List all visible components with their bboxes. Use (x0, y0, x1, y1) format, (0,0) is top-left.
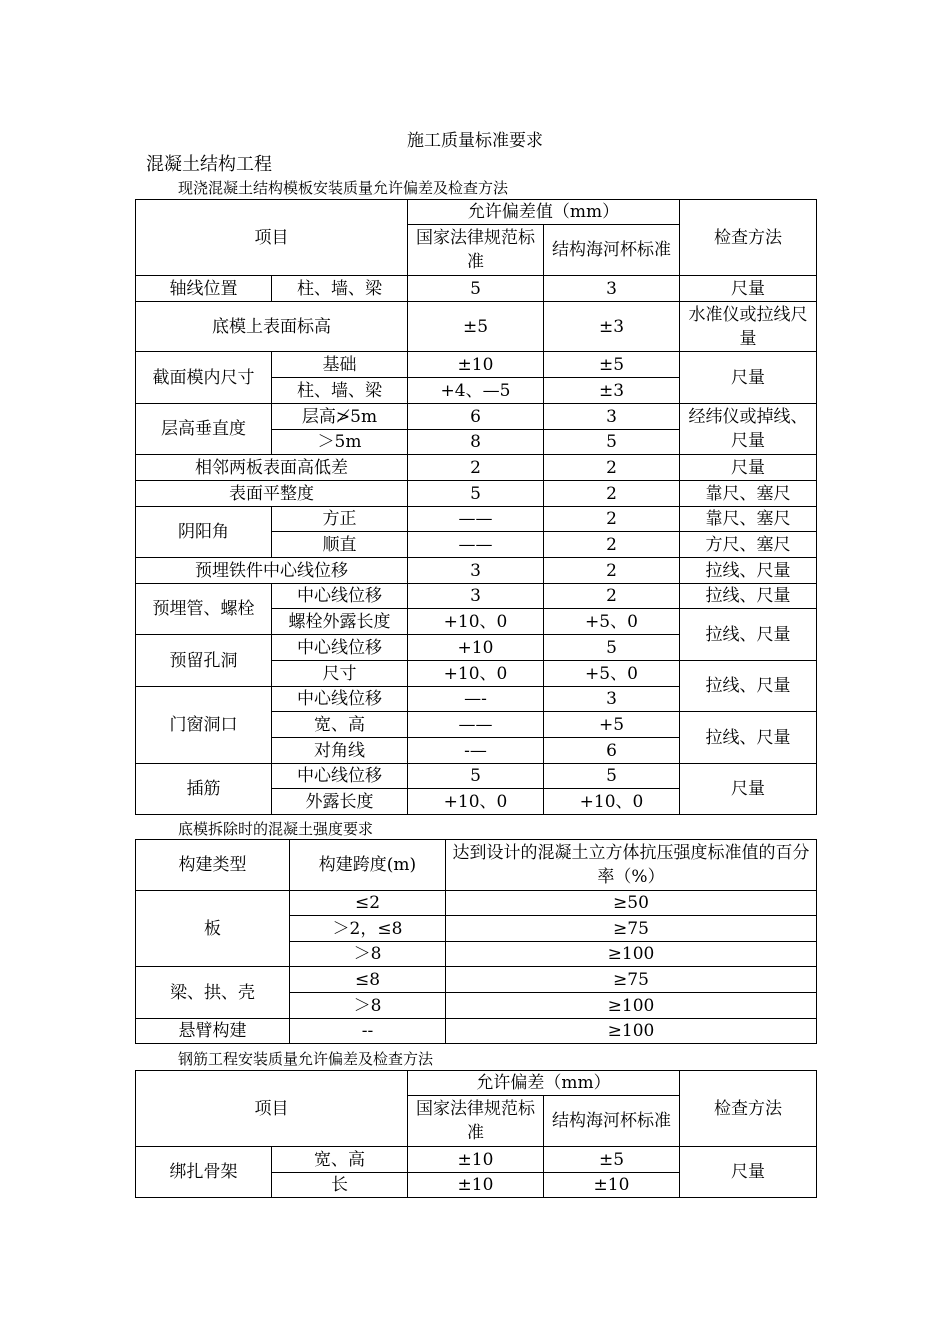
row-label: 相邻两板表面高低差 (136, 455, 408, 481)
row-label: 截面模内尺寸 (136, 352, 272, 404)
check-method: 拉线、尺量 (680, 712, 817, 764)
strength-percent: ≥100 (446, 993, 817, 1019)
table2-caption: 底模拆除时的混凝土强度要求 (178, 820, 374, 838)
member-type: 梁、拱、壳 (136, 967, 290, 1019)
header-haihe-standard: 结构海河杯标准 (544, 1096, 680, 1147)
page-title: 施工质量标准要求 (407, 131, 543, 151)
check-method: 尺量 (680, 352, 817, 404)
value-national: +10、0 (408, 609, 544, 635)
row-sublabel: 长 (272, 1173, 408, 1198)
check-method: 尺量 (680, 1147, 817, 1198)
check-method: 拉线、尺量 (680, 609, 817, 661)
strength-percent: ≥75 (446, 967, 817, 993)
value-national: +10、0 (408, 789, 544, 815)
row-sublabel: 尺寸 (272, 661, 408, 687)
header-tolerance: 允许偏差值（mm） (408, 200, 680, 225)
value-national: ±10 (408, 1147, 544, 1173)
span-value: ＞8 (290, 942, 446, 967)
header-method: 检查方法 (680, 1071, 817, 1147)
value-haihe: 5 (544, 764, 680, 789)
value-haihe: 2 (544, 481, 680, 507)
row-sublabel: 柱、墙、梁 (272, 378, 408, 404)
header-item: 项目 (136, 1071, 408, 1147)
strength-percent: ≥100 (446, 942, 817, 967)
header-national-standard: 国家法律规范标准 (408, 1096, 544, 1147)
check-method: 靠尺、塞尺 (680, 507, 817, 532)
value-national: ±10 (408, 352, 544, 378)
row-label: 预留孔洞 (136, 635, 272, 687)
value-national: —— (408, 532, 544, 558)
row-sublabel: 中心线位移 (272, 635, 408, 661)
value-national: —— (408, 507, 544, 532)
value-national: +10 (408, 635, 544, 661)
row-label: 预埋管、螺栓 (136, 584, 272, 635)
row-sublabel: 对角线 (272, 738, 408, 764)
value-haihe: 5 (544, 430, 680, 455)
value-national: 6 (408, 404, 544, 430)
value-haihe: 5 (544, 635, 680, 661)
row-label: 层高垂直度 (136, 404, 272, 455)
row-label: 门窗洞口 (136, 687, 272, 764)
value-haihe: ±5 (544, 1147, 680, 1173)
span-value: ≤2 (290, 891, 446, 916)
value-national: —— (408, 712, 544, 738)
row-sublabel: 宽、高 (272, 712, 408, 738)
row-label: 插筋 (136, 764, 272, 815)
row-sublabel: 中心线位移 (272, 687, 408, 712)
header-item: 项目 (136, 200, 408, 276)
value-national: —- (408, 687, 544, 712)
strength-percent: ≥100 (446, 1019, 817, 1044)
span-value: ≤8 (290, 967, 446, 993)
value-haihe: 6 (544, 738, 680, 764)
value-haihe: 2 (544, 558, 680, 584)
row-sublabel: ＞5m (272, 430, 408, 455)
value-haihe: ±3 (544, 302, 680, 352)
row-sublabel: 外露长度 (272, 789, 408, 815)
header-method: 检查方法 (680, 200, 817, 276)
section-heading: 混凝土结构工程 (146, 154, 272, 175)
row-sublabel: 基础 (272, 352, 408, 378)
check-method: 拉线、尺量 (680, 661, 817, 712)
value-haihe: 3 (544, 404, 680, 430)
row-sublabel: 螺栓外露长度 (272, 609, 408, 635)
header-haihe-standard: 结构海河杯标准 (544, 225, 680, 276)
strength-percent: ≥50 (446, 891, 817, 916)
formwork-removal-strength-table (135, 839, 817, 1044)
check-method: 方尺、塞尺 (680, 532, 817, 558)
check-method: 尺量 (680, 276, 817, 302)
value-national: 5 (408, 276, 544, 302)
value-haihe: ±3 (544, 378, 680, 404)
row-label: 绑扎骨架 (136, 1147, 272, 1198)
value-haihe: 2 (544, 507, 680, 532)
table3-caption: 钢筋工程安装质量允许偏差及检查方法 (178, 1050, 434, 1068)
row-sublabel: 宽、高 (272, 1147, 408, 1173)
check-method: 尺量 (680, 455, 817, 481)
value-haihe: 3 (544, 276, 680, 302)
value-national: 5 (408, 481, 544, 507)
row-sublabel: 中心线位移 (272, 584, 408, 609)
value-national: 2 (408, 455, 544, 481)
value-haihe: +5、0 (544, 661, 680, 687)
value-haihe: 3 (544, 687, 680, 712)
value-haihe: +10、0 (544, 789, 680, 815)
value-national: 5 (408, 764, 544, 789)
span-value: ＞2，≤8 (290, 916, 446, 942)
value-haihe: ±10 (544, 1173, 680, 1198)
row-label: 预埋铁件中心线位移 (136, 558, 408, 584)
span-value: -- (290, 1019, 446, 1044)
header-national-standard: 国家法律规范标准 (408, 225, 544, 276)
row-label: 底模上表面标高 (136, 302, 408, 352)
value-national: ±5 (408, 302, 544, 352)
check-method: 经纬仪或掉线、尺量 (680, 404, 817, 455)
check-method: 水准仪或拉线尺量 (680, 302, 817, 352)
member-type: 板 (136, 891, 290, 967)
span-value: ＞8 (290, 993, 446, 1019)
value-national: -— (408, 738, 544, 764)
row-label: 阴阳角 (136, 507, 272, 558)
value-haihe: 2 (544, 584, 680, 609)
value-haihe: +5、0 (544, 609, 680, 635)
check-method: 拉线、尺量 (680, 558, 817, 584)
check-method: 靠尺、塞尺 (680, 481, 817, 507)
value-national: 3 (408, 558, 544, 584)
row-label: 轴线位置 (136, 276, 272, 302)
check-method: 拉线、尺量 (680, 584, 817, 609)
rebar-tolerance-table (135, 1070, 817, 1198)
value-haihe: 2 (544, 455, 680, 481)
value-national: 8 (408, 430, 544, 455)
header-tolerance: 允许偏差（mm） (408, 1071, 680, 1096)
value-haihe: +5 (544, 712, 680, 738)
table1-caption: 现浇混凝土结构模板安装质量允许偏差及检查方法 (178, 179, 509, 197)
value-haihe: ±5 (544, 352, 680, 378)
row-sublabel: 方正 (272, 507, 408, 532)
member-type: 悬臂构建 (136, 1019, 290, 1044)
header-strength-percent: 达到设计的混凝土立方体抗压强度标准值的百分率（%） (446, 840, 817, 891)
header-span: 构建跨度(m) (290, 840, 446, 891)
value-national: 3 (408, 584, 544, 609)
value-national: +10、0 (408, 661, 544, 687)
formwork-tolerance-table (135, 199, 817, 815)
row-label: 表面平整度 (136, 481, 408, 507)
strength-percent: ≥75 (446, 916, 817, 942)
value-haihe: 2 (544, 532, 680, 558)
value-national: ±10 (408, 1173, 544, 1198)
value-national: +4、—5 (408, 378, 544, 404)
row-sublabel: 柱、墙、梁 (272, 276, 408, 302)
header-member-type: 构建类型 (136, 840, 290, 891)
check-method: 尺量 (680, 764, 817, 815)
row-sublabel: 中心线位移 (272, 764, 408, 789)
row-sublabel: 顺直 (272, 532, 408, 558)
row-sublabel: 层高≯5m (272, 404, 408, 430)
